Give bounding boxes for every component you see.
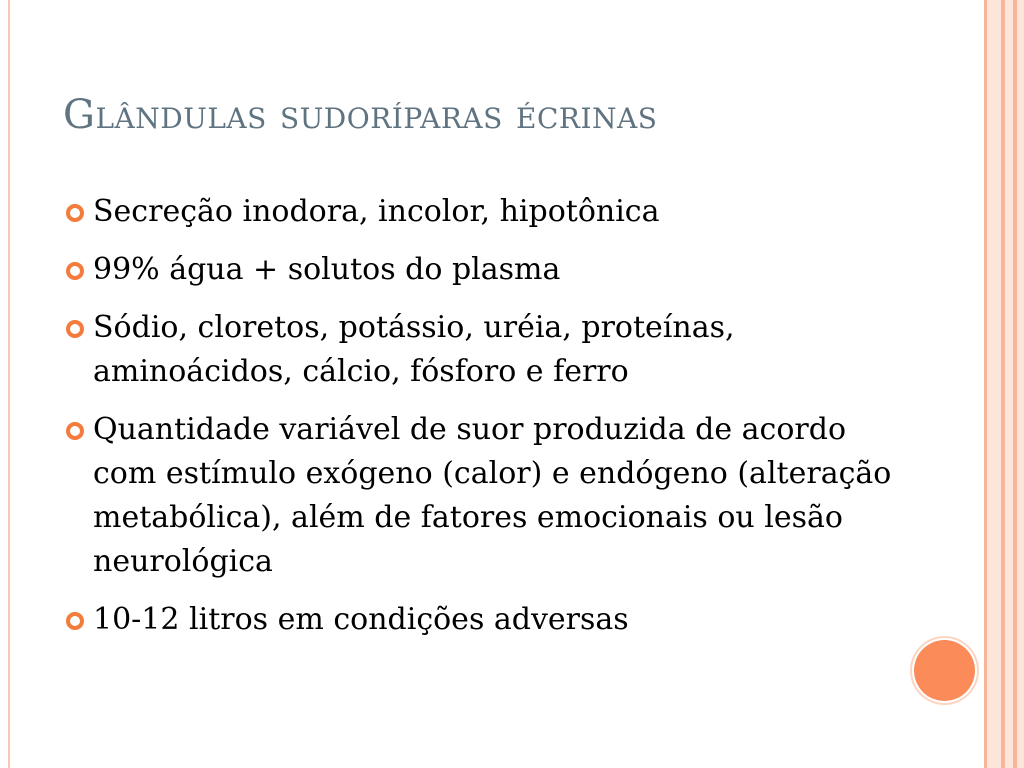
bullet-item [64, 598, 894, 642]
right-decor-stripe [984, 0, 987, 768]
bullet-text: 99% água + solutos do plasma [93, 252, 561, 287]
bullet-item [64, 190, 894, 234]
bullet-text: 10-12 litros em condições adversas [93, 602, 629, 637]
bullet-text: Secreção inodora, incolor, hipotônica [93, 194, 660, 229]
bullet-item [64, 248, 894, 292]
slide-title: Glândulas sudoríparas écrinas [63, 92, 658, 138]
bullet-text: Sódio, cloretos, potássio, uréia, proteínas, aminoácidos, cálcio, fósforo e ferro [93, 310, 735, 389]
ring-bullet-icon [66, 612, 84, 630]
bullet-item [64, 306, 894, 394]
ring-bullet-icon [66, 262, 84, 280]
left-border-rule [8, 0, 10, 768]
ring-bullet-icon [66, 320, 84, 338]
bullet-text: Quantidade variável de suor produzida de acordo com estímulo exógeno (calor) e endógeno (alteração metabólica), além de fatores emocionais ou lesão neurológica [93, 412, 892, 579]
bullet-list [64, 190, 894, 656]
right-decor-band [986, 0, 1024, 768]
right-decor-stripe [1013, 0, 1017, 768]
ring-bullet-icon [66, 204, 84, 222]
ring-bullet-icon [66, 422, 84, 440]
bullet-item [64, 408, 894, 584]
right-decor-stripe [1001, 0, 1005, 768]
orange-circle-icon [914, 640, 975, 701]
